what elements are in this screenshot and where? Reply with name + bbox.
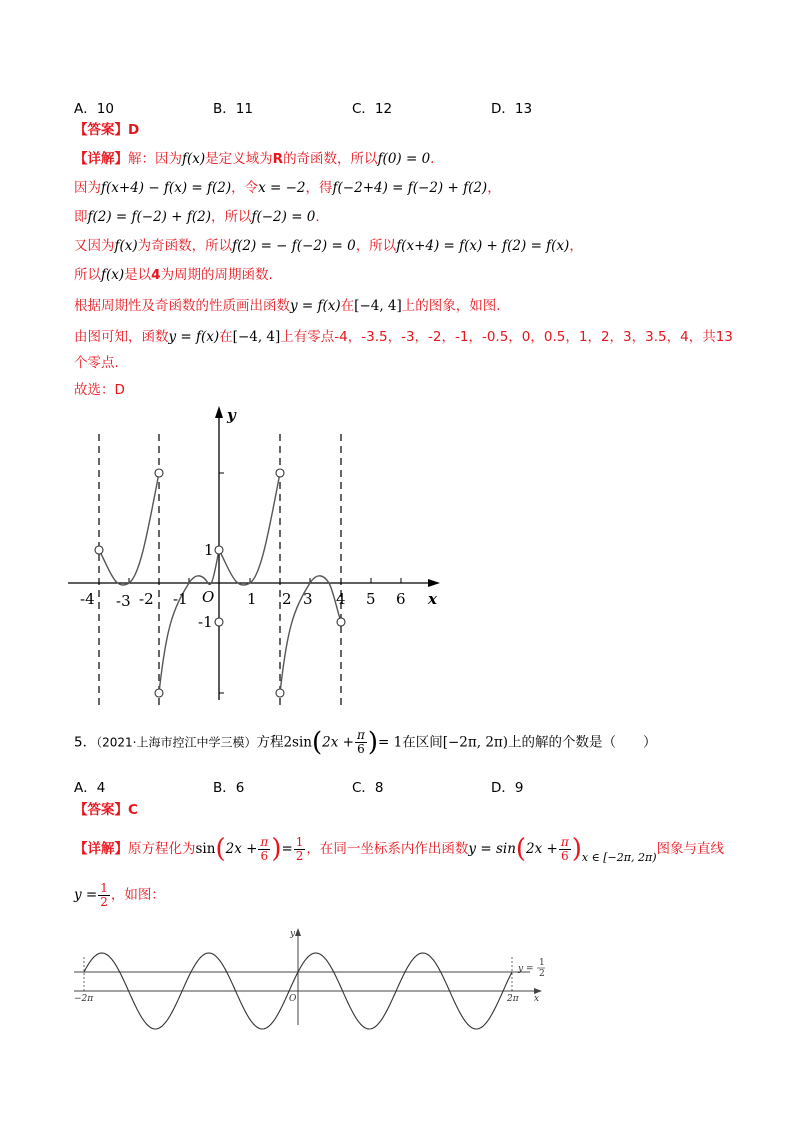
numerator: π <box>356 728 365 742</box>
text: ，如图： <box>110 887 165 903</box>
q4-detail-line-4 <box>74 236 583 256</box>
fraction <box>98 882 110 909</box>
x-tick-label: -4 <box>80 590 95 608</box>
q5-detail-line-2 <box>74 880 165 910</box>
paren: ( <box>311 727 323 758</box>
q5-option-a[interactable]: A．4 <box>74 780 106 796</box>
q5-answer: 【答案】C <box>74 802 138 818</box>
text: R <box>272 151 284 167</box>
math: 2x + <box>225 841 258 857</box>
open-point <box>155 469 163 477</box>
q4-detail-line-8: 个零点. <box>74 355 119 371</box>
x-tick-label: 6 <box>396 590 406 608</box>
x-axis-label: x <box>534 994 540 1004</box>
text: 是以 <box>124 267 152 283</box>
text: 的奇函数，所以 <box>283 151 378 167</box>
q4-option-c[interactable]: C．12 <box>352 101 393 117</box>
q5-option-b[interactable]: B．6 <box>213 780 245 796</box>
math: 2x + <box>322 734 354 751</box>
text: 原方程化为 <box>128 841 196 857</box>
math: y = sin <box>468 841 516 857</box>
paren: ) <box>271 834 282 864</box>
fraction <box>258 836 270 863</box>
open-point <box>337 618 345 626</box>
denominator: 6 <box>560 848 569 863</box>
y-axis-arrow <box>295 928 301 936</box>
curve-segment <box>219 473 280 585</box>
math: [−2π, 2π) <box>442 734 509 751</box>
math: y = f(x) <box>168 329 220 345</box>
text: ， <box>487 180 501 196</box>
q5-detail-line-1 <box>74 834 724 873</box>
text: 又因为 <box>74 238 115 254</box>
text: . <box>430 151 435 167</box>
x-tick-label: 3 <box>303 590 313 608</box>
x-tick-label: -1 <box>173 590 188 608</box>
open-point <box>95 546 103 554</box>
q4-function-graph <box>60 400 460 710</box>
x-tick-label: -3 <box>116 592 131 610</box>
q5-option-d[interactable]: D．9 <box>491 780 524 796</box>
y-axis-arrow <box>215 406 223 418</box>
line-label-num: 1 <box>539 958 545 968</box>
x-tick-label: 1 <box>247 590 257 608</box>
text: ， <box>569 238 583 254</box>
q4-detail-line-5 <box>74 265 273 285</box>
paren: ( <box>215 834 226 864</box>
math: x ∈ [−2π, 2π) <box>581 851 657 864</box>
q5-question <box>74 729 657 756</box>
math: f(x) <box>114 238 138 254</box>
q4-option-d[interactable]: D．13 <box>491 101 533 117</box>
math: f(x) <box>101 267 125 283</box>
y-axis-label: y <box>290 929 296 939</box>
open-point <box>276 689 284 697</box>
math: f(0) = 0 <box>377 151 431 167</box>
q5-option-c[interactable]: C．8 <box>352 780 384 796</box>
numerator: π <box>560 834 569 849</box>
math: 2sin <box>283 734 312 751</box>
text: . <box>315 209 320 225</box>
open-point <box>276 469 284 477</box>
x-tick-label: 5 <box>366 590 376 608</box>
math: f(x+4) = f(x) + f(2) = f(x) <box>396 238 570 254</box>
x-tick-label: 2 <box>282 590 292 608</box>
q4-option-a[interactable]: A．10 <box>74 101 114 117</box>
math: y = <box>74 887 98 903</box>
open-point <box>155 689 163 697</box>
numerator: π <box>260 834 269 849</box>
q4-detail-line-3 <box>74 207 320 227</box>
text: 为奇函数，所以 <box>137 238 233 254</box>
q4-detail-line-7 <box>74 327 733 347</box>
math: f(x) <box>182 151 206 167</box>
text: 是定义域为 <box>205 151 273 167</box>
numerator: 1 <box>295 834 304 849</box>
denominator: 2 <box>100 894 108 909</box>
open-point <box>215 618 223 626</box>
text: 上的解的个数是（ ） <box>508 734 657 751</box>
q4-detail-line-1 <box>74 149 434 169</box>
numerator: 1 <box>100 880 108 895</box>
denominator: 6 <box>357 742 365 756</box>
x-axis-arrow <box>428 579 440 587</box>
math: y = f(x) <box>290 298 341 314</box>
text: 在 <box>219 329 233 345</box>
math: f(2) = − f(−2) = 0 <box>232 238 356 254</box>
open-point <box>215 546 223 554</box>
paren: ) <box>367 727 378 758</box>
math: = 1 <box>378 734 403 751</box>
detail-tag: 【详解】 <box>74 151 128 167</box>
fraction <box>294 836 306 863</box>
q4-answer: 【答案】D <box>74 122 140 138</box>
text: ，在同一坐标系内作出函数 <box>306 841 469 857</box>
fraction <box>559 836 571 863</box>
math: 2x + <box>526 841 558 857</box>
math: = <box>281 841 293 857</box>
origin-label: O <box>289 994 297 1004</box>
text: 由图可知，函数 <box>74 329 169 345</box>
text: 图象与直线 <box>656 841 724 857</box>
math: f(−2+4) = f(−2) + f(2) <box>332 180 488 196</box>
text: 解：因为 <box>128 151 182 167</box>
y-tick-label: 1 <box>204 541 214 559</box>
math: [−4, 4] <box>232 329 281 345</box>
paren: ( <box>515 834 527 864</box>
q5-sine-graph <box>60 925 560 1030</box>
x-tick-label: -2 <box>139 590 154 608</box>
text: 因为 <box>74 180 101 196</box>
text: 根据周期性及奇函数的性质画出函数 <box>74 298 290 314</box>
neg-2pi-label: −2π <box>74 994 94 1004</box>
line-label-den: 2 <box>539 969 545 979</box>
q4-option-b[interactable]: B．11 <box>213 101 253 117</box>
y-axis-label: y <box>227 406 236 424</box>
question-source: （2021·上海市控江中学三模） <box>96 735 257 750</box>
math: f(2) = f(−2) + f(2) <box>87 209 211 225</box>
math: x = −2 <box>258 180 306 196</box>
text: 4 <box>151 267 161 283</box>
question-number: 5． <box>74 734 97 751</box>
text: 即 <box>74 209 88 225</box>
y-tick-label: -1 <box>198 613 213 631</box>
text: 所以 <box>74 267 101 283</box>
text: 在 <box>340 298 355 314</box>
x-tick-label: 4 <box>336 590 346 608</box>
curve-segment <box>99 473 159 585</box>
text: ，所以 <box>355 238 397 254</box>
2pi-label: 2π <box>507 994 519 1004</box>
text: 方程 <box>256 734 284 751</box>
q4-detail-line-6 <box>74 296 501 316</box>
text: ，令 <box>231 180 259 196</box>
q4-detail-line-2 <box>74 178 501 198</box>
text: 为周期的周期函数. <box>160 267 273 283</box>
text: ，得 <box>305 180 333 196</box>
detail-tag: 【详解】 <box>74 841 128 857</box>
text: ，所以 <box>210 209 252 225</box>
math: sin <box>195 841 216 857</box>
math: f(x+4) − f(x) = f(2) <box>101 180 232 196</box>
paren: ) <box>571 834 582 864</box>
math: f(−2) = 0 <box>251 209 316 225</box>
text: 在区间 <box>402 734 443 751</box>
denominator: 6 <box>260 848 269 863</box>
origin-label: O <box>202 588 215 606</box>
text: 上有零点-4，-3.5，-3，-2，-1，-0.5，0，0.5，1，2，3，3.5，4，共13 <box>280 329 733 345</box>
text: 上的图象，如图. <box>401 298 501 314</box>
x-axis-label: x <box>428 590 437 608</box>
line-label: y = <box>518 964 534 974</box>
fraction <box>355 729 367 756</box>
q4-detail-line-9: 故选：D <box>74 382 125 398</box>
denominator: 2 <box>295 848 304 863</box>
math: [−4, 4] <box>354 298 402 314</box>
